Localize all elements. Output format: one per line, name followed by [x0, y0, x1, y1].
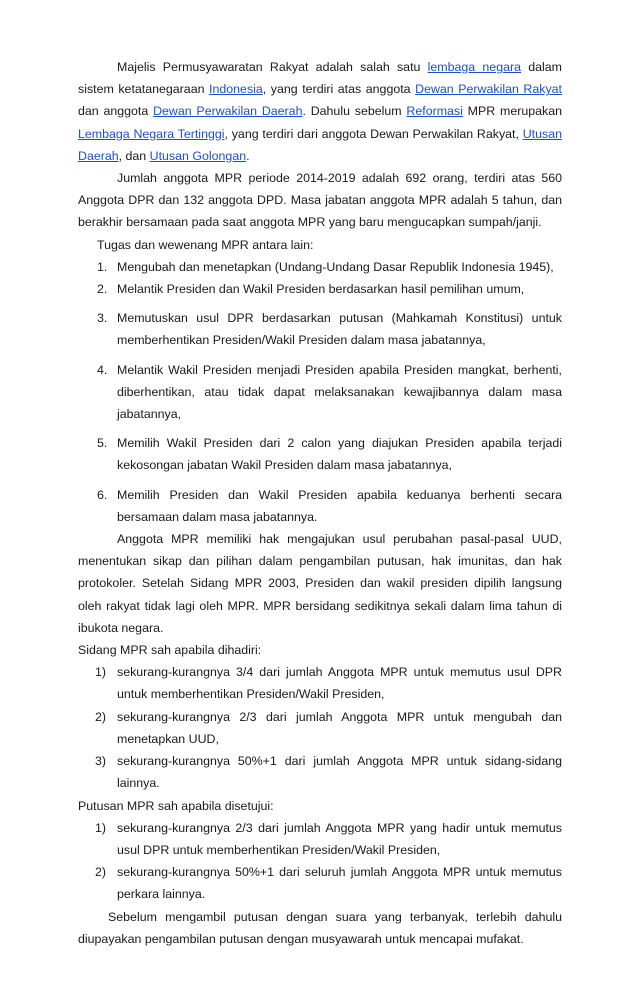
link-utusan-golongan[interactable]: Utusan Golongan: [149, 148, 247, 163]
putusan-sah-intro: Putusan MPR sah apabila disetujui:: [78, 798, 274, 813]
list-number: 1.: [97, 259, 108, 274]
list-text: Mengubah dan menetapkan (Undang-Undang Dasar Republik Indonesia 1945),: [117, 259, 554, 274]
text-run: , yang terdiri atas anggota: [262, 82, 416, 97]
list-number: 2): [95, 709, 107, 724]
list-number: 3): [95, 754, 107, 769]
link-dewan-perwakilan-rakyat[interactable]: Dewan Perwakilan Rakyat: [415, 82, 562, 97]
text-run: MPR merupakan: [462, 104, 562, 119]
list-text: sekurang-kurangnya 2/3 dari jumlah Anggota MPR untuk mengubah dan menetapkan UUD,: [117, 709, 562, 746]
list-item: [78, 432, 562, 476]
text-run: Majelis Permusyawaratan Rakyat adalah salah satu: [117, 60, 428, 74]
list-item: [78, 817, 562, 861]
list-item: [78, 661, 562, 705]
list-text: Memutuskan usul DPR berdasarkan putusan (Mahkamah Konstitusi) untuk memberhentikan Presiden/Wakil Presiden dalam masa jabatannya,: [117, 311, 562, 348]
link-lembaga-negara[interactable]: lembaga negara: [427, 60, 521, 74]
sidang-sah-intro: Sidang MPR sah apabila dihadiri:: [78, 643, 262, 658]
sidang-sah-list: [78, 661, 562, 794]
paragraph-hak-anggota: Anggota MPR memiliki hak mengajukan usul perubahan pasal-pasal UUD, menentukan sikap dan pilihan dalam pengambilan putusan, hak imunitas, dan hak protokoler. Setelah Sidang MPR 2003, Presiden dan wakil presiden dipilih langsung oleh rakyat tidak lagi oleh MPR. MPR bersidang sedikitnya sekali dalam lima tahun di ibukota negara.: [78, 532, 562, 635]
tugas-intro: Tugas dan wewenang MPR antara lain:: [97, 237, 314, 252]
text-run: dan anggota: [78, 104, 154, 119]
list-text: sekurang-kurangnya 50%+1 dari seluruh jumlah Anggota MPR untuk memutus perkara lainnya.: [117, 865, 562, 902]
link-indonesia[interactable]: Indonesia: [209, 82, 263, 97]
putusan-sah-list: [78, 817, 562, 906]
paragraph-jumlah-anggota: Jumlah anggota MPR periode 2014-2019 adalah 692 orang, terdiri atas 560 Anggota DPR dan 132 anggota DPD. Masa jabatan anggota MPR adalah 5 tahun, dan berakhir bersamaan pada saat anggota MPR yang baru mengucapkan sumpah/janji.: [78, 171, 562, 230]
text-run: .: [246, 148, 250, 163]
link-lembaga-negara-tertinggi[interactable]: Lembaga Negara Tertinggi: [78, 126, 225, 141]
list-text: Memilih Wakil Presiden dari 2 calon yang diajukan Presiden apabila terjadi kekosongan jabatan Wakil Presiden dalam masa jabatannya,: [117, 436, 562, 473]
list-number: 1): [95, 820, 107, 835]
list-text: Melantik Presiden dan Wakil Presiden berdasarkan hasil pemilihan umum,: [117, 282, 525, 297]
list-text: sekurang-kurangnya 50%+1 dari jumlah Anggota MPR untuk sidang-sidang lainnya.: [117, 754, 562, 791]
list-item: [78, 278, 562, 300]
list-item: [78, 307, 562, 351]
list-item: [78, 256, 562, 278]
list-number: 2): [95, 865, 107, 880]
list-item: [78, 750, 562, 794]
list-number: 6.: [97, 487, 108, 502]
list-item: [78, 861, 562, 905]
paragraph-musyawarah: Sebelum mengambil putusan dengan suara yang terbanyak, terlebih dahulu diupayakan pengambilan putusan dengan musyawarah untuk mencapai mufakat.: [78, 909, 562, 946]
tugas-list: [78, 256, 562, 528]
list-number: 3.: [97, 311, 108, 326]
list-item: [78, 359, 562, 426]
link-dewan-perwakilan-daerah[interactable]: Dewan Perwakilan Daerah: [153, 104, 303, 119]
list-text: Melantik Wakil Presiden menjadi Presiden apabila Presiden mangkat, berhenti, diberhentikan, atau tidak dapat melaksanakan kewajibannya dalam masa jabatannya,: [117, 362, 562, 422]
text-run: , dan: [118, 148, 150, 163]
list-number: 5.: [97, 436, 108, 451]
text-run: , yang terdiri dari anggota Dewan Perwakilan Rakyat,: [224, 126, 523, 141]
paragraph-intro: [78, 56, 562, 167]
link-utusan-daerah[interactable]: Utusan Daerah: [78, 126, 562, 163]
list-text: Memilih Presiden dan Wakil Presiden apabila keduanya berhenti secara bersamaan dalam masa jabatannya.: [117, 487, 562, 524]
list-text: sekurang-kurangnya 2/3 dari jumlah Anggota MPR yang hadir untuk memutus usul DPR untuk memberhentikan Presiden/Wakil Presiden,: [117, 820, 562, 857]
list-item: [78, 484, 562, 528]
list-number: 2.: [97, 282, 108, 297]
text-run: . Dahulu sebelum: [302, 104, 407, 119]
text-run: dalam sistem ketatanegaraan: [78, 60, 562, 97]
list-text: sekurang-kurangnya 3/4 dari jumlah Anggota MPR untuk memutus usul DPR untuk memberhentikan Presiden/Wakil Presiden,: [117, 665, 562, 702]
link-reformasi[interactable]: Reformasi: [406, 104, 463, 119]
document-page: [78, 56, 562, 950]
list-number: 4.: [97, 362, 108, 377]
list-number: 1): [95, 665, 107, 680]
list-item: [78, 706, 562, 750]
